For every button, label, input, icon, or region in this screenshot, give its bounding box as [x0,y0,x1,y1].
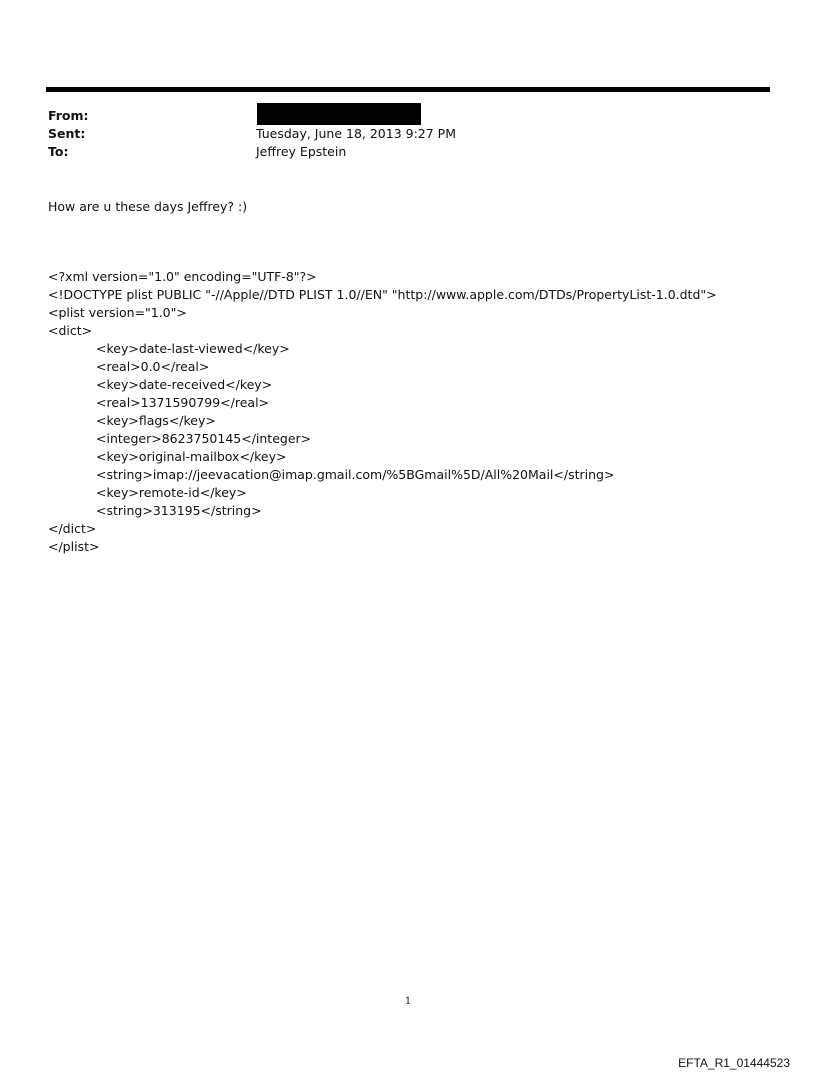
header-rule [46,87,770,92]
to-label: To: [48,144,69,159]
from-label: From: [48,108,89,123]
email-body: How are u these days Jeffrey? :) [48,199,248,214]
plist-line: <string>313195</string> [96,503,262,518]
document-id: EFTA_R1_01444523 [678,1056,790,1070]
sent-value: Tuesday, June 18, 2013 9:27 PM [256,126,456,141]
plist-line: <key>flags</key> [96,413,216,428]
plist-line: <real>0.0</real> [96,359,210,374]
plist-line: </plist> [48,539,100,554]
plist-line: <key>date-last-viewed</key> [96,341,290,356]
plist-line: <key>remote-id</key> [96,485,247,500]
plist-line: <string>imap://jeevacation@imap.gmail.com/%5BGmail%5D/All%20Mail</string> [96,467,615,482]
sent-label: Sent: [48,126,86,141]
plist-line: <real>1371590799</real> [96,395,270,410]
plist-line: <key>original-mailbox</key> [96,449,287,464]
redaction-block [257,103,421,125]
page-number: 1 [404,996,412,1007]
plist-line: <?xml version="1.0" encoding="UTF-8"?> [48,269,317,284]
plist-line: <plist version="1.0"> [48,305,187,320]
plist-line: <dict> [48,323,93,338]
plist-line: <!DOCTYPE plist PUBLIC "-//Apple//DTD PLIST 1.0//EN" "http://www.apple.com/DTDs/PropertyList-1.0.dtd"> [48,287,717,302]
to-value: Jeffrey Epstein [256,144,347,159]
plist-line: </dict> [48,521,97,536]
plist-line: <integer>8623750145</integer> [96,431,312,446]
plist-line: <key>date-received</key> [96,377,273,392]
